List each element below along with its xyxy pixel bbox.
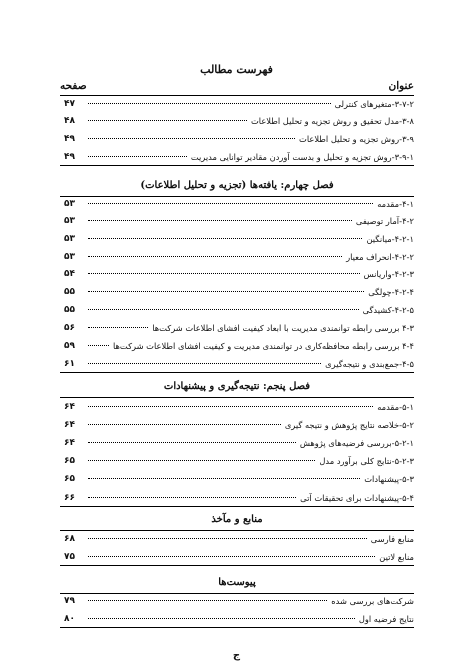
dot-leader — [88, 220, 352, 221]
toc-entry-title: ۵-۲-۳-نتایج کلی برآورد مدل — [319, 456, 414, 466]
section-heading: منابع و مآخذ — [211, 514, 263, 525]
toc-entry-page-number: ۵۴ — [64, 269, 75, 279]
dot-leader — [88, 309, 359, 310]
toc-entry[interactable] — [60, 214, 414, 230]
toc-entry-title: شرکت‌های بررسی شده — [331, 596, 414, 606]
toc-entry-page-number: ۶۱ — [64, 359, 75, 369]
toc-entry-title: ۴-۲-۱-میانگین — [366, 234, 414, 244]
dot-leader — [88, 406, 373, 407]
toc-entry[interactable] — [60, 594, 414, 610]
toc-entry-page-number: ۵۳ — [64, 199, 75, 209]
toc-entry[interactable] — [60, 454, 414, 470]
toc-entry-page-number: ۵۶ — [64, 323, 75, 333]
toc-entry-page-number: ۶۵ — [64, 456, 75, 466]
toc-entry[interactable] — [60, 114, 414, 130]
toc-entry[interactable] — [60, 250, 414, 266]
toc-header — [60, 80, 414, 94]
dot-leader — [88, 460, 315, 461]
toc-entry-page-number: ۵۳ — [64, 252, 75, 262]
dot-leader — [88, 273, 360, 274]
toc-entry[interactable] — [60, 491, 414, 507]
dot-leader — [88, 538, 367, 539]
toc-entry-title: ۴-۲-۲-انحراف معیار — [346, 252, 414, 262]
toc-entry-page-number: ۶۶ — [64, 493, 75, 503]
header-title-column: عنوان — [388, 80, 414, 92]
header-rule — [60, 95, 414, 96]
toc-entry-title: ۴-۴ بررسی رابطه محافظه‌کاری در توانمندی مدیریت و کیفیت افشای اطلاعات شرکت‌ها — [113, 341, 414, 351]
page-title: فهرست مطالب — [200, 63, 273, 76]
section-rule — [60, 530, 414, 531]
page-marker: ج — [232, 650, 241, 661]
toc-entry-title: ۴-۱-مقدمه — [377, 199, 414, 209]
toc-entry[interactable] — [60, 532, 414, 548]
toc-entry[interactable] — [60, 357, 414, 373]
dot-leader — [88, 497, 296, 498]
toc-entry-page-number: ۶۴ — [64, 402, 75, 412]
toc-entry-page-number: ۷۵ — [64, 552, 75, 562]
toc-entry-title: ۵-۲-۱-بررسی فرضیه‌های پژوهش — [299, 438, 414, 448]
toc-entry-title: ۳-۹-روش تجزیه و تحلیل اطلاعات — [299, 134, 414, 144]
toc-entry-title: ۵-۱-مقدمه — [377, 402, 414, 412]
toc-entry[interactable] — [60, 400, 414, 416]
toc-entry-page-number: ۵۹ — [64, 341, 75, 351]
toc-entry-title: ۵-۳-پیشنهادات — [364, 474, 414, 484]
toc-entry[interactable] — [60, 267, 414, 283]
dot-leader — [88, 138, 295, 139]
toc-entry-page-number: ۶۴ — [64, 420, 75, 430]
section-heading: فصل چهارم: یافته‌ها (تجزیه و تحلیل اطلاعات) — [140, 180, 334, 191]
toc-entry-page-number: ۶۴ — [64, 438, 75, 448]
toc-entry-title: نتایج فرضیه اول — [358, 614, 414, 624]
toc-entry-title: ۳-۷-۲-متغیرهای کنترلی — [334, 99, 414, 109]
dot-leader — [88, 363, 321, 364]
toc-entry[interactable] — [60, 550, 414, 566]
toc-entry-title: ۵-۴-پیشنهادات برای تحقیقات آتی — [300, 493, 414, 503]
toc-entry[interactable] — [60, 303, 414, 319]
dot-leader — [88, 238, 362, 239]
toc-entry-title: منابع فارسی — [370, 534, 414, 544]
toc-entry-page-number: ۵۳ — [64, 234, 75, 244]
toc-entry-title: ۵-۲-خلاصه نتایج پژوهش و نتیجه گیری — [284, 420, 414, 430]
section-heading: پیوست‌ها — [218, 577, 256, 588]
toc-entry-title: ۴-۲-آمار توصیفی — [355, 216, 414, 226]
toc-entry[interactable] — [60, 339, 414, 355]
dot-leader — [88, 327, 148, 328]
toc-entry-title: ۴-۳ بررسی رابطه توانمندی مدیریت با ابعاد کیفیت افشای اطلاعات شرکت‌ها — [152, 323, 414, 333]
toc-entry-title: ۴-۲-۵-کشیدگی — [362, 305, 414, 315]
toc-entry[interactable] — [60, 285, 414, 301]
section-rule — [60, 397, 414, 398]
toc-entry-title: ۴-۲-۳-واریانس — [363, 269, 414, 279]
dot-leader — [88, 120, 247, 121]
toc-entry-page-number: ۵۵ — [64, 305, 75, 315]
toc-entry-title: ۴-۲-۴-چولگی — [368, 287, 414, 297]
toc-entry[interactable] — [60, 436, 414, 452]
header-page-column: صفحه — [60, 80, 87, 92]
toc-entry-page-number: ۴۷ — [64, 99, 75, 109]
dot-leader — [88, 478, 360, 479]
dot-leader — [88, 256, 342, 257]
dot-leader — [88, 156, 187, 157]
dot-leader — [88, 203, 373, 204]
toc-entry-title: منابع لاتین — [379, 552, 414, 562]
dot-leader — [88, 291, 364, 292]
toc-entry[interactable] — [60, 472, 414, 488]
toc-entry-page-number: ۴۹ — [64, 134, 75, 144]
toc-entry[interactable] — [60, 132, 414, 148]
toc-entry-title: ۴-۵-جمع‌بندی و نتیجه‌گیری — [325, 359, 414, 369]
dot-leader — [88, 618, 355, 619]
dot-leader — [88, 600, 327, 601]
toc-entry-page-number: ۴۹ — [64, 152, 75, 162]
toc-entry-title: ۳-۸-مدل تحقیق و روش تجزیه و تحلیل اطلاعات — [251, 116, 414, 126]
toc-entry[interactable] — [60, 197, 414, 213]
toc-entry-page-number: ۵۵ — [64, 287, 75, 297]
toc-entry[interactable] — [60, 418, 414, 434]
dot-leader — [88, 556, 375, 557]
toc-entry-page-number: ۴۸ — [64, 116, 75, 126]
dot-leader — [88, 442, 296, 443]
toc-entry-page-number: ۸۰ — [64, 614, 75, 624]
toc-entry-page-number: ۶۸ — [64, 534, 75, 544]
toc-entry-page-number: ۷۹ — [64, 596, 75, 606]
toc-entry[interactable] — [60, 612, 414, 628]
toc-entry-page-number: ۶۵ — [64, 474, 75, 484]
dot-leader — [88, 345, 109, 346]
toc-entry[interactable] — [60, 97, 414, 113]
dot-leader — [88, 424, 281, 425]
toc-entry[interactable] — [60, 321, 414, 337]
section-heading: فصل پنجم: نتیجه‌گیری و پیشنهادات — [163, 381, 311, 392]
toc-entry-title: ۳-۹-۱-روش تجزیه و تحلیل و بدست آوردن مقادیر توانایی مدیریت — [190, 152, 414, 162]
toc-entry-page-number: ۵۳ — [64, 216, 75, 226]
toc-entry[interactable] — [60, 150, 414, 166]
toc-entry[interactable] — [60, 232, 414, 248]
dot-leader — [88, 103, 331, 104]
